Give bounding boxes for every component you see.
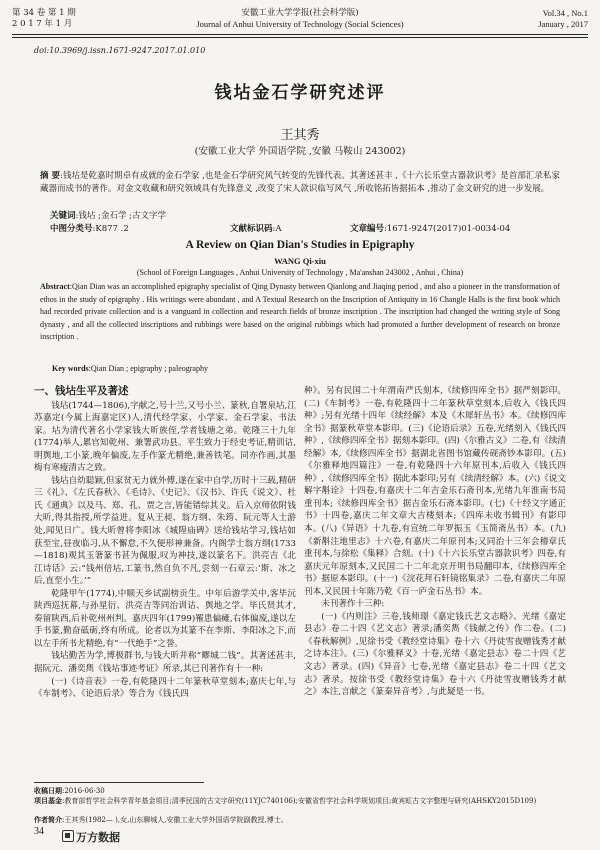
body-paragraph: (一)《内则注》三卷,钱师璟《嘉定钱氏艺文志略》、光绪《嘉定县志》卷二十四《艺文志》著录;潘奕雋《钱献之传》作二卷。(二)《春秋解例》,见徐书受《教经堂诗集》卷十六《丹徒雪夜赠钱秀才献之诗本注》。(三)《尔雅释义》十卷,光绪《嘉定县志》卷二十四《艺文志》著录。(四)《异音》七卷,光绪《嘉定县志》卷二十四《艺文志》著录。按徐书受《教经堂诗集》卷十六《丹徒雪夜赠钱秀才献之》本注,言献之《篆秦异音考》,与此疑是一书。 xyxy=(304,611,566,698)
footnote-rule xyxy=(34,782,204,783)
affiliation-en: (School of Foreign Languages , Anhui University of Technology , Ma'anshan 243002 , Anhui , China) xyxy=(136,268,464,277)
abstract-en-text: :Qian Dian was an accomplished epigraphy specialist of Qing Dynasty between Qianlong and Jiaqing period , and also a pioneer in the transformation of ethos in the study of epigraphy . His writings were abundant , and A Textual Research on the Inscription of Antiquity in 16 Changle Halls is the first book which had recorded private collection and is a vanguard in collection and research fields of bronze inscription . The inscription had changed the writing style of Song dynasty , and all the collected inscriptions and rubbings were based on the original rubbings which had promoted a further development of research on bronze inscription . xyxy=(40,282,560,342)
keywords-en xyxy=(52,364,208,373)
footnote-text: :王其秀(1982— ),女,山东聊城人,安徽工业大学外国语学院副教授,博士。 xyxy=(62,816,288,824)
body-paragraph: 未刊著作十三种: xyxy=(321,599,385,610)
header-journal-cn: 安徽工业大学学报(社会科学版) xyxy=(241,8,359,18)
footnote-author xyxy=(34,815,574,826)
footnote-label: 收稿日期 xyxy=(34,786,62,795)
clc-value: :K877 .2 xyxy=(92,224,129,234)
body-paragraph: 钱坫(1744—1806),字献之,号十兰,又号小兰、篆秋,自署泉坫,江苏嘉定(今属上海嘉定区)人,清代经学家、小学家、金石学家、书法家。坫为清代著名小学家钱大昕族侄,学者钱塘之弟。乾隆三十九年(1774)举人,累官知乾州、兼署武功县。平生致力于经史考证,精训诂,明舆地,工小篆,晚年偏废,左手作篆尤精绝,兼善铁笔。同亦作画,其墨梅有寒瘦清古之致。 xyxy=(34,400,296,474)
header-rule-bottom xyxy=(12,37,588,38)
footnote-text: :教育部哲学社会科学青年基金项目;清季民国的古文字研究(11YJC740106);安徽省哲学社会科学规划项目;黄宾虹古文字整理与研究(AHSKY2015D109) xyxy=(62,797,537,805)
footnote-text: :2016-06-30 xyxy=(62,787,105,795)
header-volume-issue: 第 34 卷 第 1 期 xyxy=(12,8,76,18)
clc-label: 中图分类号 xyxy=(50,224,93,234)
footnote-label: 作者简介 xyxy=(34,815,62,824)
keywords-cn xyxy=(50,209,166,221)
title-cn: 钱坫金石学研究述评 xyxy=(214,83,386,103)
body-paragraph: 钱坫勤苦为学,博极群书,与钱大昕并称“疁城二钱”。其著述甚丰,据阮元、潘奕雋《钱坫事迹考证》所录,其已刊著作有十一种: xyxy=(34,651,296,675)
abstract-cn xyxy=(40,170,560,195)
header-date-en: January , 2017 xyxy=(538,19,588,29)
doc-value: :A xyxy=(272,224,282,234)
doc-label: 文献标识码 xyxy=(230,224,273,234)
footnote-label: 项目基金 xyxy=(34,796,62,805)
footnote-funding xyxy=(34,796,574,807)
author-en: WANG Qi-xiu xyxy=(274,256,326,266)
abstract-cn-text: :钱坫是乾嘉时期卓有成就的金石学家 ,也是金石学研究风气转变的先锋代表。其著述甚丰 ,《十六长乐堂古器款识考》是首部汇录私家藏器而成书的著作。对金文收藏和研究领域具有先锋意义 ,改变了宋人款识临写风气 ,所收铭拓皆据拓本 ,推动了金文研究的进一步发展。 xyxy=(40,171,560,194)
affiliation-cn: (安徽工业大学 外国语学院 ,安徽 马鞍山 243002) xyxy=(194,146,406,157)
header-journal xyxy=(0,8,600,30)
wanfang-logo-icon xyxy=(62,830,74,842)
watermark xyxy=(62,829,120,845)
doi: doi:10.3969/j.issn.1671-9247.2017.01.010 xyxy=(34,46,206,55)
footnote-received xyxy=(34,786,574,797)
watermark-text: 万方数据 xyxy=(76,831,120,844)
header-rule-top xyxy=(12,34,588,35)
keywords-cn-label: 关键词 xyxy=(50,211,76,221)
section-heading: 一、钱坫生平及著述 xyxy=(34,385,129,397)
body-column-left xyxy=(34,385,296,780)
doc-code xyxy=(230,222,282,234)
header-vol-no: Vol.34 , No.1 xyxy=(542,8,588,18)
article-value: :1671-9247(2017)01-0034-04 xyxy=(384,224,511,234)
header-journal-en: Journal of Anhui University of Technology (Social Sciences) xyxy=(196,19,404,29)
body-paragraph: 种》。另有民国二十年渭南严氏刻本,《续修四库全书》据严刻影印。(二)《车制考》一卷,有乾隆四十二年篆秋草堂刻本,后收入《钱氏四种》;另有光绪十四年《续经解》本及《木犀轩丛书》本。《续修四库全书》据篆秋草堂本影印。(三)《论语后录》五卷,光绪刻入《钱氏四种》,《续修四库全书》据刻本影印。(四)《尔雅古义》二卷,有《续清经解》本,《续修四库全书》据湖北省图书馆藏传砚斋钞本影印。(五)《尔雅释地四篇注》一卷,有乾隆四十六年原刊本,后收入《钱氏四种》,《续修四库全书》据此本影印;另有《续清经解》本。(六)《说文解字斠诠》十四卷,有嘉庆十二年吉金乐石斋刊本,光绪九年淮南书局重刊本;《续修四库全书》据吉金乐石斋本影印。(七)《十经文字通正书》十四卷,嘉庆二年文章大吉楼刻本;《四库未收书辑刊》有影印本。(八)《异语》十九卷,有宣统二年罗振玉《玉简斋丛书》本。(九)《新斠注地里志》十六卷,有嘉庆二年原刊本;又同治十三年会稽章氏重刊本,与徐松《集释》合刻。(十)《十六长乐堂古器款识考》四卷,有嘉庆元年原刻本,又民国二十二年北京开明书局翻印本,《续修四库全书》据原本影印。(十一)《浣花拜石轩镜铭集录》二卷,有嘉庆二年原刊本,又民国十年陈乃乾《百一庐金石丛书》本。 xyxy=(304,386,566,597)
article-number xyxy=(350,222,510,234)
keywords-cn-text: :钱坫 ;金石学 ;古文字学 xyxy=(75,211,167,221)
header-vol-en xyxy=(538,8,588,30)
abstract-en xyxy=(40,281,560,344)
body-paragraph: 乾隆甲午(1774),中顺天乡试副榜贡生。中年后游学关中,客毕沅陕西巡抚幕,与孙星衍、洪亮吉等同治训诂、舆地之学。毕氏贤其才,奏留陕西,后补乾州州判。嘉庆四年(1799)罹患偏瘫,右体偏废,遂以左手书篆,勤奋砥砺,终有所成。论者以为其篆不在李斯、李阳冰之下,而以左手所书尤精绝,有“一代绝手”之誉。 xyxy=(34,588,296,649)
abstract-en-label: Abstract xyxy=(40,282,70,291)
title-en: A Review on Qian Dian's Studies in Epigraphy xyxy=(185,239,415,251)
abstract-cn-label: 摘 要 xyxy=(40,171,61,181)
article-label: 文章编号 xyxy=(350,224,385,234)
clc-number xyxy=(50,222,129,234)
keywords-en-label: Key words xyxy=(52,364,89,373)
body-column-right xyxy=(304,385,566,780)
header-date-cn: 2 0 1 7 年 1 月 xyxy=(12,19,73,29)
page-number: 34 xyxy=(34,826,44,837)
author-cn: 王其秀 xyxy=(280,128,320,143)
keywords-en-text: :Qian Dian ; epigraphy ; paleography xyxy=(88,364,208,373)
body-paragraph: 钱坫自幼聪颖,但家贫无力就外傅,遂在家中自学,历时十三载,精研三《礼》、《左氏春秋》、《毛诗》、《史记》、《汉书》、许氏《说文》、杜氏《通典》以及马、郑、孔、贾之言,皆能错综其义。后入京师依附钱大昕,得其指授,所学益进。复从王昶、翁方纲、朱筠、阮元等人士游处,闻见日广。钱大昕曾将李阳冰《城隍庙碑》送给钱坫学习,钱坫如获至宝,昼夜临习,从不懈怠,不久便形神兼备。内阁学士翁方纲(1733—1818)观其玉箸篆书甚为佩服,叹为神技,遂以篆名下。洪亮吉《北江诗话》云:“钱州倍坫,工篆书,然自负不凡,尝刻一石章云:‘斯、冰之后,直至小生。’” xyxy=(34,475,296,587)
body-paragraph: (一)《诗音表》一卷,有乾隆四十二年篆秋草堂刻本;嘉庆七年,与《车制考》、《论语后录》等合为《钱氏四 xyxy=(34,676,296,700)
